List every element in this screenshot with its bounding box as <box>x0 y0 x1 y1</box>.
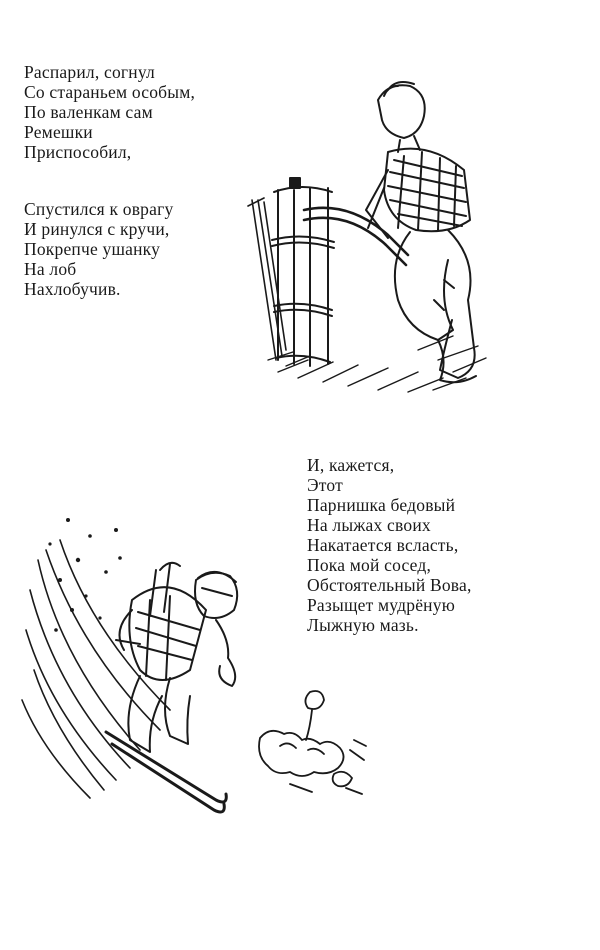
poem-line: Покрепче ушанку <box>24 239 161 259</box>
illustration-skier-downhill <box>20 500 260 820</box>
poem-line: Лыжную мазь. <box>307 615 419 635</box>
poem-line: Приспособил, <box>24 142 132 162</box>
poem-line: Спустился к оврагу <box>24 199 174 219</box>
stanza-1 <box>24 62 195 162</box>
stanza-3 <box>307 455 472 635</box>
illustration-boy-bending-skis <box>238 60 498 400</box>
poem-line: И, кажется, <box>307 455 395 475</box>
poem-line: Пока мой сосед, <box>307 555 432 575</box>
poem-line: И ринулся с кручи, <box>24 219 170 239</box>
poem-line: На лыжах своих <box>307 515 431 535</box>
stanza-2 <box>24 199 173 299</box>
poem-line: По валенкам сам <box>24 102 153 122</box>
poem-line: Накатается всласть, <box>307 535 459 555</box>
poem-line: Разыщет мудрёную <box>307 595 455 615</box>
illustration-snow-clumps <box>250 680 370 800</box>
poem-line: Этот <box>307 475 343 495</box>
poem-line: Парнишка бедовый <box>307 495 456 515</box>
poem-line: Распарил, согнул <box>24 62 155 82</box>
poem-line: Нахлобучив. <box>24 279 121 299</box>
poem-line: На лоб <box>24 259 77 279</box>
poem-line: Ремешки <box>24 122 93 142</box>
poem-line: Со стараньем особым, <box>24 82 196 102</box>
poem-line: Обстоятельный Вова, <box>307 575 472 595</box>
